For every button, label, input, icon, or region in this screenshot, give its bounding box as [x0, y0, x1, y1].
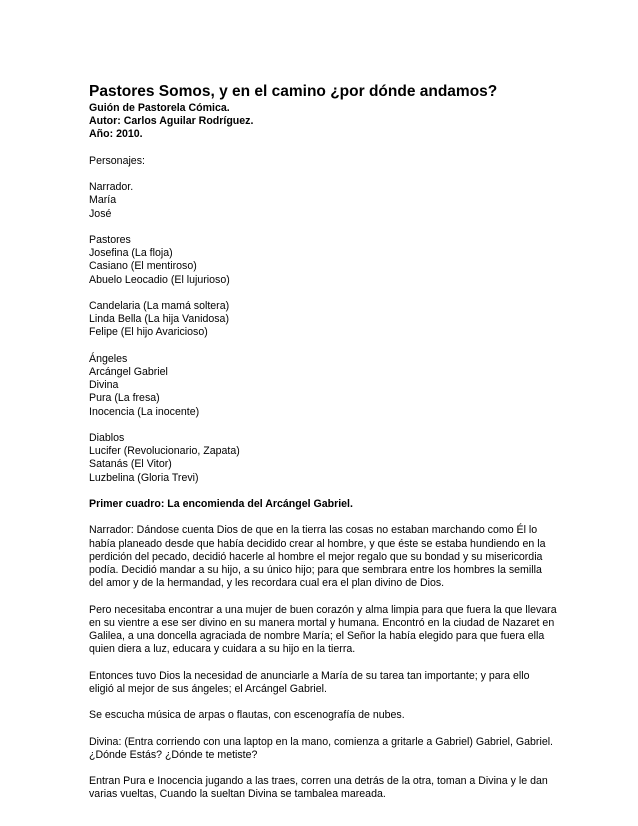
paragraph-line: quien diera a luz, educara y cuidara a su hijo en la tierra.: [89, 643, 356, 656]
character-group: [89, 353, 559, 419]
paragraph: [89, 524, 559, 590]
character-name: Ángeles: [89, 352, 128, 365]
scene-heading: Primer cuadro: La encomienda del Arcángel Gabriel.: [89, 497, 353, 510]
character-name: José: [89, 207, 112, 220]
character-name: Divina: [89, 379, 119, 392]
character-name: Inocencia (La inocente): [89, 405, 200, 418]
paragraph-line: eligió al mejor de sus ángeles; el Arcángel Gabriel.: [89, 682, 327, 695]
character-list: [89, 181, 559, 498]
character-name: Arcángel Gabriel: [89, 365, 168, 378]
character-group: [89, 181, 559, 221]
paragraph-line: ¿Dónde Estás? ¿Dónde te metiste?: [89, 748, 258, 761]
paragraph: [89, 709, 559, 722]
paragraph-line: del amor y de la hermandad, y les recordara cual era el plan divino de Dios.: [89, 577, 445, 590]
character-name: Josefina (La floja): [89, 247, 173, 260]
document-subtitle: Guión de Pastorela Cómica.: [89, 102, 230, 114]
character-group: [89, 300, 559, 340]
character-name: Felipe (El hijo Avaricioso): [89, 326, 208, 339]
paragraph-line: Galilea, a una doncella agraciada de nombre María; el Señor la había elegido para que fuera ella: [89, 629, 545, 642]
character-group: [89, 234, 559, 287]
character-name: Satanás (El Vitor): [89, 458, 172, 471]
paragraph-line: podía. Decidió mandar a su hijo, a su único hijo; para que sembrara entre los hombres la semilla: [89, 563, 542, 576]
paragraph-line: perdición del pecado, decidió hacerle al hombre el mejor regalo que su bondad y su misericordia: [89, 550, 543, 563]
paragraph: [89, 604, 559, 657]
character-name: Abuelo Leocadio (El lujurioso): [89, 273, 230, 286]
paragraph-line: varias vueltas, Cuando la sueltan Divina se tambalea mareada.: [89, 788, 386, 801]
paragraph: [89, 775, 559, 801]
character-group: [89, 432, 559, 485]
paragraph-line: Divina: (Entra corriendo con una laptop en la mano, comienza a gritarle a Gabriel) Gabriel, Gabriel.: [89, 735, 554, 748]
paragraph: [89, 736, 559, 762]
character-name: Lucifer (Revolucionario, Zapata): [89, 445, 240, 458]
paragraph: [89, 670, 559, 696]
character-name: Linda Bella (La hija Vanidosa): [89, 313, 229, 326]
characters-label: Personajes:: [89, 154, 145, 167]
character-name: Casiano (El mentiroso): [89, 260, 197, 273]
paragraph-line: Narrador: Dándose cuenta Dios de que en la tierra las cosas no estaban marchando como Él lo: [89, 524, 538, 537]
document-title: Pastores Somos, y en el camino ¿por dónde andamos?: [89, 83, 498, 100]
character-name: Pura (La fresa): [89, 392, 160, 405]
scene-text: [89, 524, 559, 801]
character-name: Candelaria (La mamá soltera): [89, 299, 230, 312]
paragraph-line: en su vientre a ese ser divino en su manera mortal y humana. Encontró en la ciudad de Nazaret en: [89, 616, 555, 629]
character-name: Narrador.: [89, 181, 134, 194]
character-name: María: [89, 194, 117, 207]
document-page: [89, 82, 559, 802]
document-author: Autor: Carlos Aguilar Rodríguez.: [89, 115, 254, 128]
document-year: Año: 2010.: [89, 128, 143, 141]
paragraph-line: Pero necesitaba encontrar a una mujer de buen corazón y alma limpia para que fuera la que llevara: [89, 603, 557, 616]
paragraph-line: había planeado desde que había decidido crear al hombre, y que éste se estaba hundiendo en la: [89, 537, 546, 550]
paragraph-line: Entonces tuvo Dios la necesidad de anunciarle a María de su tarea tan importante; y para ello: [89, 669, 530, 682]
character-name: Diablos: [89, 431, 125, 444]
paragraph-line: Entran Pura e Inocencia jugando a las traes, corren una detrás de la otra, toman a Divina y le dan: [89, 775, 548, 788]
character-name: Pastores: [89, 233, 131, 246]
paragraph-line: Se escucha música de arpas o flautas, con escenografía de nubes.: [89, 709, 405, 722]
character-name: Luzbelina (Gloria Trevi): [89, 471, 199, 484]
